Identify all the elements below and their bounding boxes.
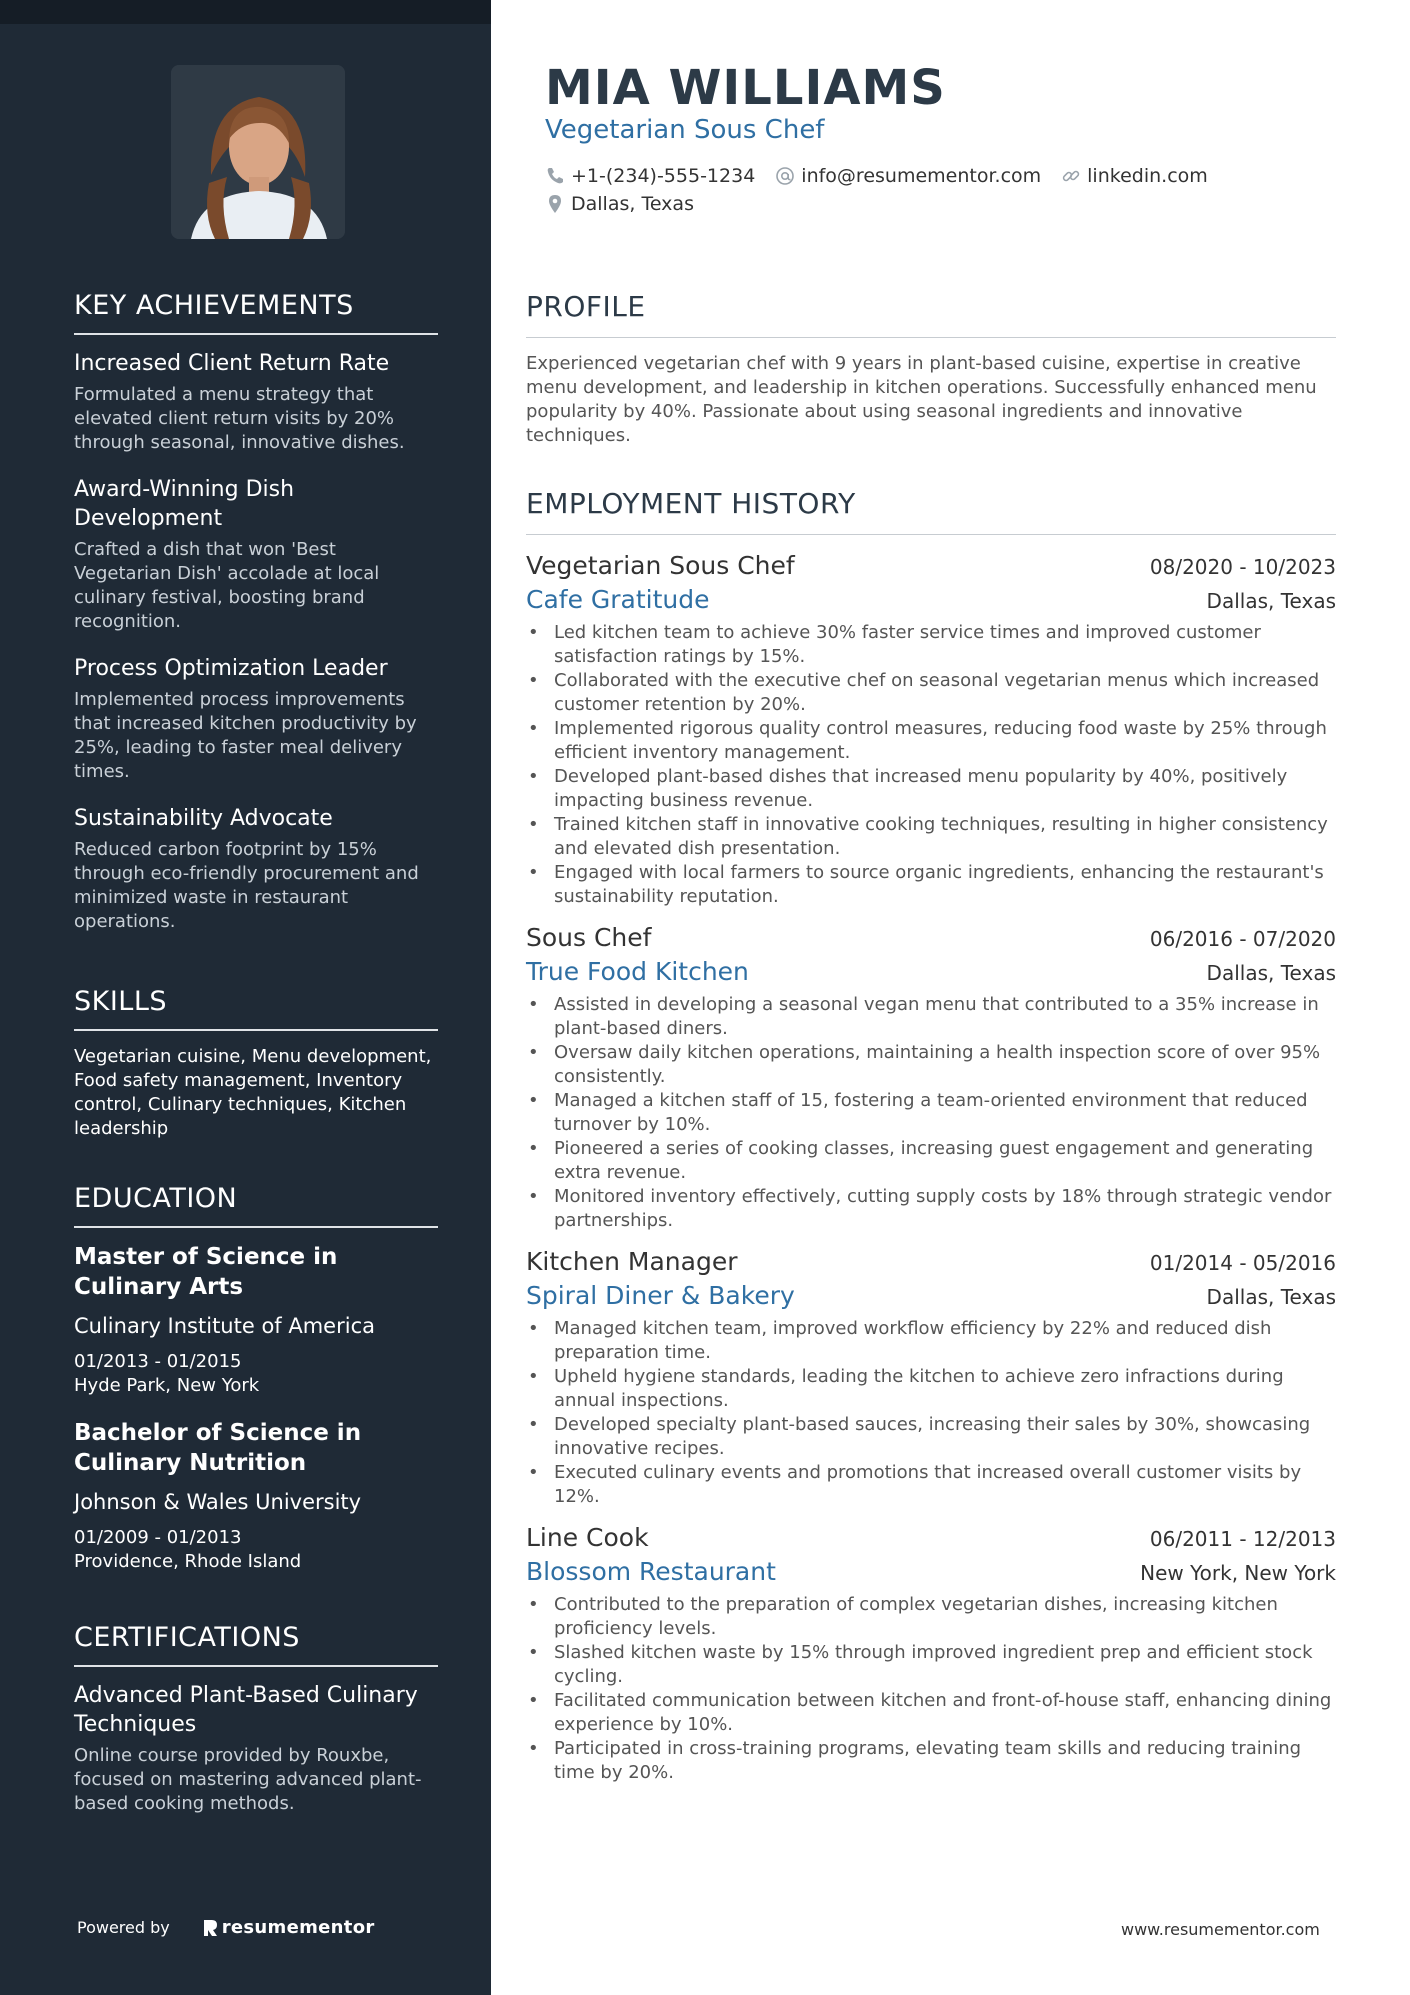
contact-location <box>545 193 694 215</box>
certifications-section <box>74 1622 438 1816</box>
education-degree: Bachelor of Science in Culinary Nutrition <box>74 1420 362 1476</box>
profile-section <box>526 290 1336 448</box>
certification-title: Advanced Plant-Based Culinary Techniques <box>74 1683 418 1737</box>
job-bullet: • Led kitchen team to achieve 30% faster service times and improved customer satisfaction ratings by 15%. <box>526 621 1336 669</box>
job-bullet: • Oversaw daily kitchen operations, maintaining a health inspection score of over 95% consistently. <box>526 1041 1336 1089</box>
job-entry <box>526 549 1336 909</box>
brand-logo[interactable] <box>202 1917 375 1938</box>
sidebar <box>0 0 491 1995</box>
skills-list: Vegetarian cuisine, Menu development, Food safety management, Inventory control, Culinary techniques, Kitchen leadership <box>74 1046 432 1139</box>
job-entry <box>526 1245 1336 1509</box>
job-bullets <box>526 1317 1336 1509</box>
contact-phone[interactable] <box>545 165 755 187</box>
contact-info <box>545 162 1228 218</box>
job-location: Dallas, Texas <box>1206 589 1336 613</box>
education-dates: 01/2013 - 01/2015 <box>74 1351 242 1372</box>
job-bullets <box>526 621 1336 909</box>
skills-section <box>74 986 438 1141</box>
job-bullet: • Developed specialty plant-based sauces, increasing their sales by 30%, showcasing innovative recipes. <box>526 1413 1336 1461</box>
job-dates: 06/2011 - 12/2013 <box>1149 1527 1336 1551</box>
job-location: Dallas, Texas <box>1206 1285 1336 1309</box>
job-title: Line Cook <box>526 1523 649 1552</box>
job-title: Sous Chef <box>526 923 652 952</box>
education-dates: 01/2009 - 01/2013 <box>74 1527 242 1548</box>
job-title: Vegetarian Sous Chef <box>526 551 795 580</box>
achievement-desc: Formulated a menu strategy that elevated client return visits by 20% through seasonal, innovative dishes. <box>74 384 405 453</box>
education-item <box>74 1418 438 1574</box>
job-bullet: • Developed plant-based dishes that increased menu popularity by 40%, positively impacting business revenue. <box>526 765 1336 813</box>
brand-name: resumementor <box>221 1917 375 1938</box>
candidate-role: Vegetarian Sous Chef <box>545 115 825 145</box>
profile-heading: PROFILE <box>526 290 1336 338</box>
job-bullet: • Trained kitchen staff in innovative cooking techniques, resulting in higher consistency and elevated dish presentation. <box>526 813 1336 861</box>
education-item <box>74 1242 438 1398</box>
achievement-desc: Crafted a dish that won 'Best Vegetarian Dish' accolade at local culinary festival, boosting brand recognition. <box>74 539 380 632</box>
job-dates: 08/2020 - 10/2023 <box>1149 555 1336 579</box>
job-company: True Food Kitchen <box>526 957 749 986</box>
contact-linkedin[interactable] <box>1061 165 1208 187</box>
footer-url[interactable]: www.resumementor.com <box>1121 1920 1320 1939</box>
education-location: Hyde Park, New York <box>74 1375 260 1396</box>
contact-email[interactable] <box>775 165 1041 187</box>
education-section <box>74 1183 438 1594</box>
achievements-heading: KEY ACHIEVEMENTS <box>74 290 438 335</box>
job-location: Dallas, Texas <box>1206 961 1336 985</box>
job-bullet: • Pioneered a series of cooking classes, increasing guest engagement and generating extra revenue. <box>526 1137 1336 1185</box>
job-company: Blossom Restaurant <box>526 1557 776 1586</box>
powered-by <box>77 1917 375 1938</box>
achievement-title: Process Optimization Leader <box>74 656 388 681</box>
location-pin-icon <box>545 194 565 214</box>
sidebar-top-bar <box>0 0 491 24</box>
job-entry <box>526 921 1336 1233</box>
job-company: Spiral Diner & Bakery <box>526 1281 795 1310</box>
skills-heading: SKILLS <box>74 986 438 1031</box>
education-meta <box>74 1526 438 1574</box>
education-school: Johnson & Wales University <box>74 1490 362 1514</box>
certification-desc: Online course provided by Rouxbe, focused on mastering advanced plant-based cooking methods. <box>74 1745 422 1814</box>
job-bullet: • Participated in cross-training programs, elevating team skills and reducing training time by 20%. <box>526 1737 1336 1785</box>
achievement-item <box>74 654 438 784</box>
profile-photo <box>171 65 345 239</box>
link-icon <box>1061 166 1081 186</box>
job-bullet: • Slashed kitchen waste by 15% through improved ingredient prep and efficient stock cycling. <box>526 1641 1336 1689</box>
job-dates: 06/2016 - 07/2020 <box>1149 927 1336 951</box>
achievement-item <box>74 475 438 634</box>
job-bullet: • Collaborated with the executive chef on seasonal vegetarian menus which increased customer retention by 20%. <box>526 669 1336 717</box>
education-meta <box>74 1350 438 1398</box>
achievement-desc: Reduced carbon footprint by 15% through eco-friendly procurement and minimized waste in restaurant operations. <box>74 839 419 932</box>
achievement-title: Increased Client Return Rate <box>74 351 390 376</box>
achievement-item <box>74 804 438 934</box>
job-bullets <box>526 1593 1336 1785</box>
location-text: Dallas, Texas <box>571 193 694 215</box>
job-bullet: • Executed culinary events and promotions that increased overall customer visits by 12%. <box>526 1461 1336 1509</box>
powered-by-label: Powered by <box>77 1918 170 1937</box>
job-bullet: • Managed kitchen team, improved workflow efficiency by 22% and reduced dish preparation time. <box>526 1317 1336 1365</box>
profile-summary: Experienced vegetarian chef with 9 years in plant-based cuisine, expertise in creative menu development, and leadership in kitchen operations. Successfully enhanced menu popularity by 40%. Passionate about using seasonal ingredients and innovative techniques. <box>526 353 1317 446</box>
job-company: Cafe Gratitude <box>526 585 710 614</box>
employment-section <box>526 487 1336 1797</box>
job-bullet: • Facilitated communication between kitchen and front-of-house staff, enhancing dining experience by 10%. <box>526 1689 1336 1737</box>
job-bullet: • Implemented rigorous quality control measures, reducing food waste by 25% through efficient inventory management. <box>526 717 1336 765</box>
brand-mark-icon <box>202 1919 218 1937</box>
email-text: info@resumementor.com <box>801 165 1042 187</box>
employment-heading: EMPLOYMENT HISTORY <box>526 487 1336 535</box>
job-bullet: • Contributed to the preparation of complex vegetarian dishes, increasing kitchen proficiency levels. <box>526 1593 1336 1641</box>
job-bullets <box>526 993 1336 1233</box>
education-degree: Master of Science in Culinary Arts <box>74 1244 338 1300</box>
job-dates: 01/2014 - 05/2016 <box>1149 1251 1336 1275</box>
achievement-title: Sustainability Advocate <box>74 806 333 831</box>
job-bullet: • Engaged with local farmers to source organic ingredients, enhancing the restaurant's sustainability reputation. <box>526 861 1336 909</box>
job-bullet: • Upheld hygiene standards, leading the kitchen to achieve zero infractions during annual inspections. <box>526 1365 1336 1413</box>
job-bullet: • Assisted in developing a seasonal vegan menu that contributed to a 35% increase in plant-based diners. <box>526 993 1336 1041</box>
at-icon <box>775 166 795 186</box>
job-bullet: • Managed a kitchen staff of 15, fostering a team-oriented environment that reduced turnover by 10%. <box>526 1089 1336 1137</box>
achievement-title: Award-Winning Dish Development <box>74 477 295 531</box>
job-location: New York, New York <box>1140 1561 1336 1585</box>
achievement-item <box>74 349 438 455</box>
certifications-heading: CERTIFICATIONS <box>74 1622 438 1667</box>
job-title: Kitchen Manager <box>526 1247 738 1276</box>
achievement-desc: Implemented process improvements that increased kitchen productivity by 25%, leading to faster meal delivery times. <box>74 689 417 782</box>
education-location: Providence, Rhode Island <box>74 1551 302 1572</box>
phone-text: +1-(234)-555-1234 <box>571 165 756 187</box>
education-heading: EDUCATION <box>74 1183 438 1228</box>
job-entry <box>526 1521 1336 1785</box>
phone-icon <box>545 166 565 186</box>
linkedin-text: linkedin.com <box>1087 165 1208 187</box>
achievements-section <box>74 290 438 954</box>
education-school: Culinary Institute of America <box>74 1314 375 1338</box>
portrait-image <box>171 65 345 239</box>
candidate-name: MIA WILLIAMS <box>545 60 946 116</box>
job-bullet: • Monitored inventory effectively, cutting supply costs by 18% through strategic vendor partnerships. <box>526 1185 1336 1233</box>
